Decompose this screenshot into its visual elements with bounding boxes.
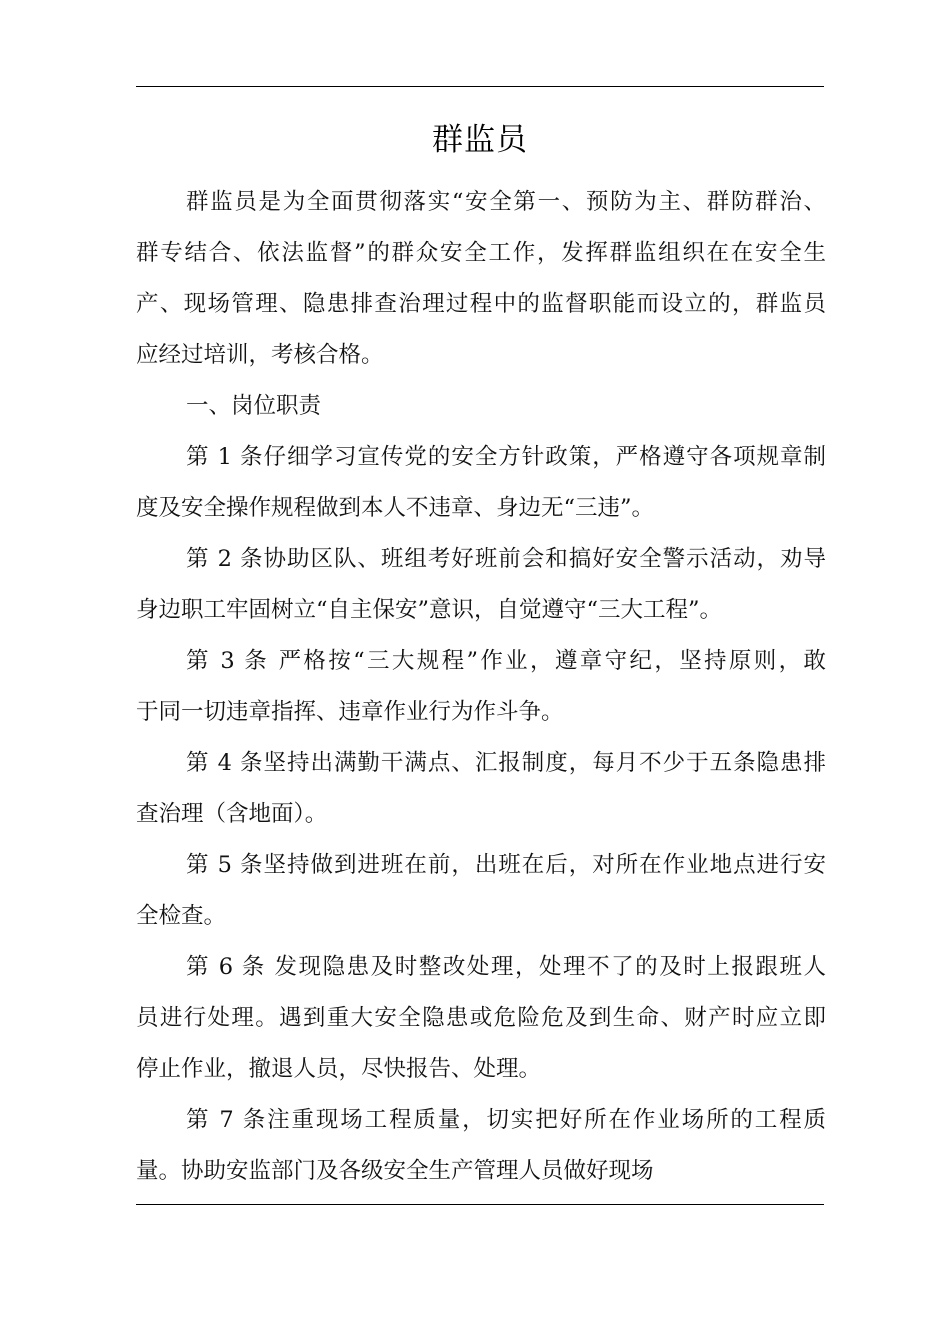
article-7-line: 第 7 条注重现场工程质量，切实把好所在作业场所的工程质 (186, 1107, 826, 1133)
article-1-line: 第 1 条仔细学习宣传党的安全方针政策，严格遵守各项规章制 (186, 444, 826, 470)
footer-rule (136, 1204, 824, 1205)
body-line: 群专结合、依法监督”的群众安全工作，发挥群监组织在在安全生 (136, 240, 826, 266)
article-1-line: 度及安全操作规程做到本人不违章、身边无“三违”。 (136, 495, 655, 521)
article-3-line: 于同一切违章指挥、违章作业行为作斗争。 (136, 699, 564, 725)
body-line: 群监员是为全面贯彻落实“安全第一、预防为主、群防群治、 (186, 189, 826, 215)
section-heading: 一、岗位职责 (186, 393, 322, 419)
page-title: 群监员 (432, 122, 528, 158)
article-6-line: 员进行处理。遇到重大安全隐患或危险危及到生命、财产时应立即 (136, 1005, 826, 1031)
article-4-line: 第 4 条坚持出满勤干满点、汇报制度，每月不少于五条隐患排 (186, 750, 826, 776)
article-6-line: 第 6 条 发现隐患及时整改处理，处理不了的及时上报跟班人 (186, 954, 826, 980)
article-3-line: 第 3 条 严格按“三大规程”作业，遵章守纪，坚持原则，敢 (186, 648, 826, 674)
article-7-line: 量。协助安监部门及各级安全生产管理人员做好现场 (136, 1158, 654, 1184)
article-5-line: 全检查。 (136, 903, 227, 929)
article-5-line: 第 5 条坚持做到进班在前，出班在后，对所在作业地点进行安 (186, 852, 826, 878)
article-6-line: 停止作业，撤退人员，尽快报告、处理。 (136, 1056, 542, 1082)
article-2-line: 身边职工牢固树立“自主保安”意识，自觉遵守“三大工程”。 (136, 597, 723, 623)
header-rule (136, 86, 824, 87)
body-line: 应经过培训，考核合格。 (136, 342, 384, 368)
article-2-line: 第 2 条协助区队、班组考好班前会和搞好安全警示活动，劝导 (186, 546, 826, 572)
article-4-line: 查治理（含地面）。 (136, 801, 328, 827)
body-line: 产、现场管理、隐患排查治理过程中的监督职能而设立的，群监员 (136, 291, 826, 317)
